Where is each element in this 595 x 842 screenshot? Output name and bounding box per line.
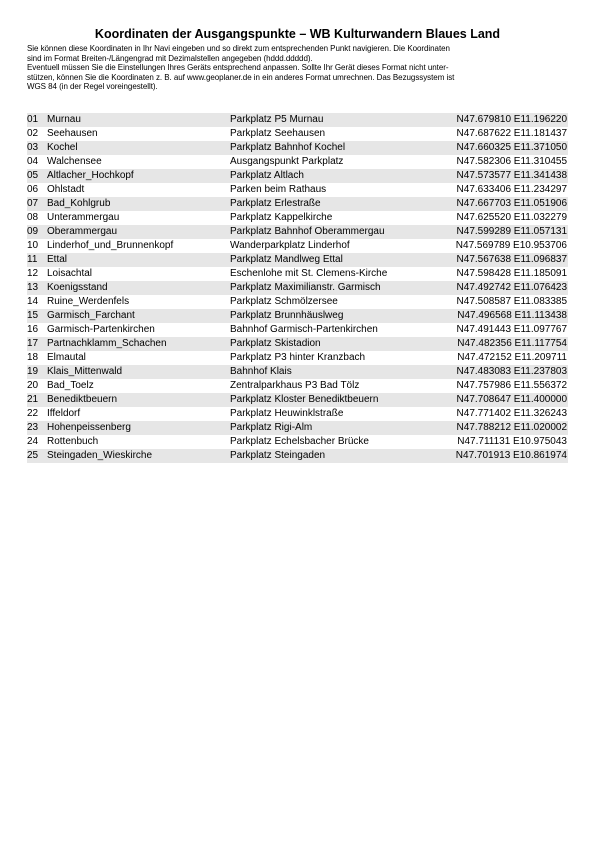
route-name: Steingaden_Wieskirche xyxy=(47,450,153,461)
row-number: 04 xyxy=(27,156,39,167)
start-location: Parken beim Rathaus xyxy=(230,184,327,195)
row-number: 09 xyxy=(27,226,39,237)
row-number: 20 xyxy=(27,380,39,391)
table-row xyxy=(27,169,568,183)
row-number: 01 xyxy=(27,114,39,125)
row-number: 07 xyxy=(27,198,39,209)
start-location: Parkplatz Skistadion xyxy=(230,338,321,349)
row-number: 05 xyxy=(27,170,39,181)
route-name: Iffeldorf xyxy=(47,408,81,419)
intro-line: sind im Format Breiten-/Längengrad mit Dezimalstellen angegeben (hddd.ddddd). xyxy=(27,53,313,63)
route-name: Benediktbeuern xyxy=(47,394,118,405)
document-title: Koordinaten der Ausgangspunkte – WB Kulturwandern Blaues Land xyxy=(94,27,501,41)
route-name: Ohlstadt xyxy=(47,184,85,195)
table-row xyxy=(27,323,568,337)
gps-coordinates: N47.472152 E11.209711 xyxy=(457,352,567,363)
gps-coordinates: N47.687622 E11.181437 xyxy=(456,128,567,139)
row-number: 03 xyxy=(27,142,39,153)
route-name: Hohenpeissenberg xyxy=(47,422,131,433)
route-name: Loisachtal xyxy=(47,268,93,279)
route-name: Ettal xyxy=(47,254,68,265)
gps-coordinates: N47.482356 E11.117754 xyxy=(457,338,567,349)
start-location: Parkplatz Brunnhäuslweg xyxy=(230,310,344,321)
route-name: Bad_Kohlgrub xyxy=(47,198,111,209)
route-name: Partnachklamm_Schachen xyxy=(47,338,167,349)
route-name: Altlacher_Hochkopf xyxy=(47,170,134,181)
route-name: Garmisch-Partenkirchen xyxy=(47,324,155,335)
gps-coordinates: N47.708647 E11.400000 xyxy=(456,394,567,405)
route-name: Koenigsstand xyxy=(47,282,108,293)
gps-coordinates: N47.701913 E10.861974 xyxy=(455,450,567,461)
route-name: Elmautal xyxy=(47,352,86,363)
row-number: 24 xyxy=(27,436,39,447)
table-row xyxy=(27,295,568,309)
gps-coordinates: N47.788212 E11.020002 xyxy=(456,422,567,433)
start-location: Parkplatz Erlestraße xyxy=(230,198,321,209)
table-row xyxy=(27,127,568,141)
intro-line: Sie können diese Koordinaten in Ihr Navi eingeben und so direkt zum entsprechenden Punkt navigieren. Die Koordinaten xyxy=(27,44,450,53)
gps-coordinates: N47.667703 E11.051906 xyxy=(456,198,567,209)
start-location: Parkplatz Rigi-Alm xyxy=(230,422,313,433)
table-row xyxy=(27,407,568,421)
start-location: Parkplatz Kloster Benediktbeuern xyxy=(230,394,379,405)
start-location: Parkplatz Kappelkirche xyxy=(230,212,333,223)
table-row xyxy=(27,225,568,239)
table-row xyxy=(27,449,568,463)
intro-line: Eventuell müssen Sie die Einstellungen Ihres Geräts entsprechend anpassen. Sollte Ihr Gerät dieses Format nicht unter- xyxy=(27,63,449,73)
route-name: Linderhof_und_Brunnenkopf xyxy=(47,240,174,251)
route-name: Kochel xyxy=(47,142,78,153)
start-location: Parkplatz P5 Murnau xyxy=(230,114,324,125)
start-location: Parkplatz Altlach xyxy=(230,170,304,181)
table-row xyxy=(27,393,568,407)
start-location: Parkplatz Mandlweg Ettal xyxy=(230,254,343,265)
start-location: Eschenlohe mit St. Clemens-Kirche xyxy=(230,268,388,279)
table-row xyxy=(27,379,568,393)
route-name: Garmisch_Farchant xyxy=(47,310,135,321)
start-location: Parkplatz Schmölzersee xyxy=(230,296,338,307)
table-row xyxy=(27,435,568,449)
gps-coordinates: N47.567638 E11.096837 xyxy=(456,254,567,265)
start-location: Parkplatz Maximilianstr. Garmisch xyxy=(230,282,381,293)
table-row xyxy=(27,141,568,155)
gps-coordinates: N47.483083 E11.237803 xyxy=(456,366,567,377)
gps-coordinates: N47.573577 E11.341438 xyxy=(456,170,567,181)
route-name: Unterammergau xyxy=(47,212,120,223)
route-name: Seehausen xyxy=(47,128,98,139)
route-name: Ruine_Werdenfels xyxy=(47,296,130,307)
table-row xyxy=(27,239,568,253)
start-location: Wanderparkplatz Linderhof xyxy=(230,240,350,251)
start-location: Parkplatz Seehausen xyxy=(230,128,326,139)
row-number: 18 xyxy=(27,352,39,363)
table-row xyxy=(27,253,568,267)
table-row xyxy=(27,155,568,169)
gps-coordinates: N47.660325 E11.371050 xyxy=(456,142,567,153)
intro-text xyxy=(27,44,572,92)
table-row xyxy=(27,365,568,379)
row-number: 15 xyxy=(27,310,39,321)
gps-coordinates: N47.491443 E11.097767 xyxy=(456,324,567,335)
row-number: 12 xyxy=(27,268,39,279)
table-row xyxy=(27,197,568,211)
row-number: 06 xyxy=(27,184,39,195)
gps-coordinates: N47.757986 E11.556372 xyxy=(456,380,567,391)
route-name: Walchensee xyxy=(47,156,102,167)
table-row xyxy=(27,337,568,351)
start-location: Ausgangspunkt Parkplatz xyxy=(230,156,344,167)
row-number: 21 xyxy=(27,394,39,405)
row-number: 02 xyxy=(27,128,39,139)
gps-coordinates: N47.599289 E11.057131 xyxy=(456,226,567,237)
intro-line: WGS 84 (in der Regel voreingestellt). xyxy=(27,82,158,92)
gps-coordinates: N47.633406 E11.234297 xyxy=(456,184,567,195)
row-number: 22 xyxy=(27,408,39,419)
row-number: 11 xyxy=(27,254,38,265)
table-row xyxy=(27,267,568,281)
start-location: Zentralparkhaus P3 Bad Tölz xyxy=(230,380,360,391)
gps-coordinates: N47.625520 E11.032279 xyxy=(456,212,567,223)
table-row xyxy=(27,281,568,295)
row-number: 14 xyxy=(27,296,39,307)
row-number: 17 xyxy=(27,338,39,349)
gps-coordinates: N47.569789 E10.953706 xyxy=(455,240,567,251)
start-location: Parkplatz Bahnhof Oberammergau xyxy=(230,226,385,237)
gps-coordinates: N47.771402 E11.326243 xyxy=(456,408,567,419)
route-name: Oberammergau xyxy=(47,226,118,237)
row-number: 16 xyxy=(27,324,39,335)
start-location: Bahnhof Garmisch-Partenkirchen xyxy=(230,324,378,335)
start-location: Parkplatz P3 hinter Kranzbach xyxy=(230,352,366,363)
coordinates-table xyxy=(27,113,568,463)
route-name: Klais_Mittenwald xyxy=(47,366,123,377)
route-name: Bad_Toelz xyxy=(47,380,94,391)
start-location: Parkplatz Steingaden xyxy=(230,450,326,461)
row-number: 08 xyxy=(27,212,39,223)
table-row xyxy=(27,183,568,197)
gps-coordinates: N47.598428 E11.185091 xyxy=(456,268,567,279)
row-number: 23 xyxy=(27,422,39,433)
gps-coordinates: N47.508587 E11.083385 xyxy=(456,296,567,307)
row-number: 19 xyxy=(27,366,39,377)
gps-coordinates: N47.496568 E11.113438 xyxy=(457,310,567,321)
start-location: Bahnhof Klais xyxy=(230,366,292,377)
start-location: Parkplatz Echelsbacher Brücke xyxy=(230,436,369,447)
route-name: Rottenbuch xyxy=(47,436,99,447)
start-location: Parkplatz Heuwinklstraße xyxy=(230,408,344,419)
gps-coordinates: N47.582306 E11.310455 xyxy=(456,156,567,167)
table-row xyxy=(27,113,568,127)
table-row xyxy=(27,421,568,435)
row-number: 25 xyxy=(27,450,39,461)
table-row xyxy=(27,211,568,225)
gps-coordinates: N47.711131 E10.975043 xyxy=(457,436,567,447)
table-row xyxy=(27,351,568,365)
route-name: Murnau xyxy=(47,114,81,125)
row-number: 13 xyxy=(27,282,39,293)
row-number: 10 xyxy=(27,240,39,251)
table-row xyxy=(27,309,568,323)
gps-coordinates: N47.492742 E11.076423 xyxy=(456,282,567,293)
start-location: Parkplatz Bahnhof Kochel xyxy=(230,142,346,153)
intro-line: stützen, können Sie die Koordinaten z. B. auf www.geoplaner.de in ein anderes Format umrechnen. Das Bezugssystem ist xyxy=(27,72,455,82)
gps-coordinates: N47.679810 E11.196220 xyxy=(456,114,567,125)
